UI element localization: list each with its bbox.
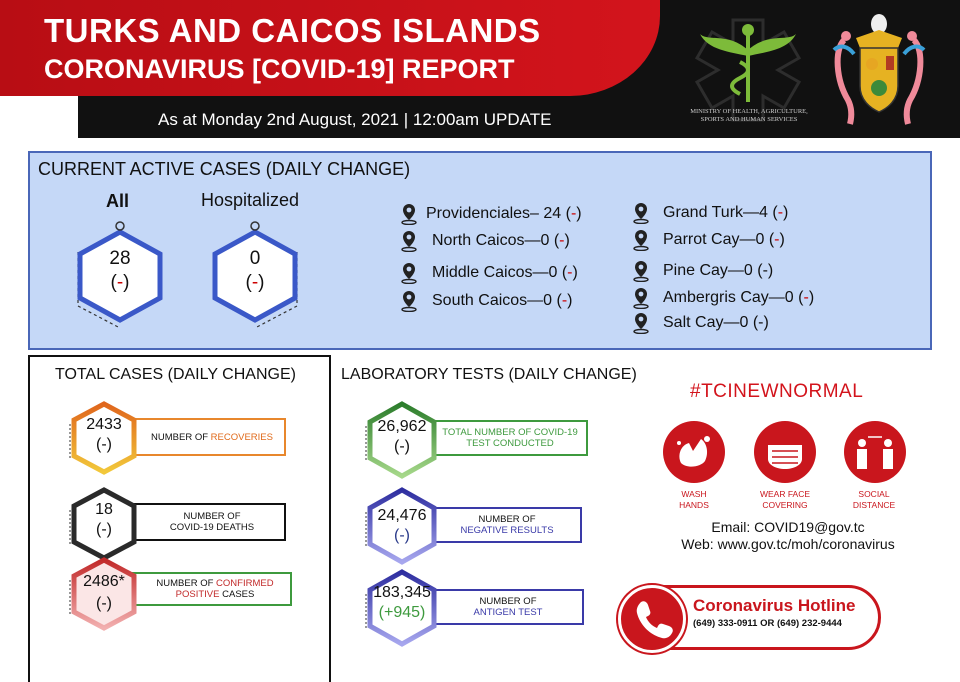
- all-cases-change: (-): [110, 272, 130, 293]
- location-middle-caicos: Middle Caicos—0 ( - ): [400, 262, 578, 284]
- face-mask-label: WEAR FACE COVERING: [759, 489, 811, 510]
- location-ambergris-cay: Ambergris Cay—0 ( - ): [632, 287, 814, 309]
- location-pine-cay: Pine Cay—0 ( - ): [632, 260, 773, 282]
- location-north-caicos: North Caicos—0 ( - ): [400, 230, 570, 252]
- map-pin-icon: [400, 290, 418, 312]
- antigen-tests-value: 183,345: [373, 584, 431, 601]
- map-pin-icon: [632, 312, 650, 334]
- deaths-change: (-): [96, 521, 112, 538]
- map-pin-icon: [632, 202, 650, 224]
- all-cases-value: 28: [109, 248, 131, 269]
- confirmed-value: 2486*: [83, 573, 125, 590]
- wash-hands-icon: [663, 421, 725, 483]
- total-tests-change: (-): [394, 438, 410, 455]
- location-grand-turk: Grand Turk—4 ( - ): [632, 202, 788, 224]
- face-mask-icon: [754, 421, 816, 483]
- map-pin-icon: [632, 287, 650, 309]
- page-title: TURKS AND CAICOS ISLANDS: [44, 12, 541, 49]
- active-cases-title: CURRENT ACTIVE CASES (DAILY CHANGE): [38, 159, 411, 179]
- map-pin-icon: [400, 203, 418, 225]
- negative-tests-tag: NUMBER OF NEGATIVE RESULTS: [416, 507, 582, 543]
- hospitalized-label: Hospitalized: [201, 190, 300, 210]
- location-providenciales: Providenciales– 24 ( - ): [400, 203, 582, 225]
- total-tests-tag: TOTAL NUMBER OF COVID-19 TEST CONDUCTED: [416, 420, 588, 456]
- location-salt-cay: Salt Cay—0 ( - ): [632, 312, 769, 334]
- antigen-tests-change: (+945): [378, 604, 426, 621]
- location-parrot-cay: Parrot Cay—0 ( - ): [632, 229, 785, 251]
- hotline-title: Coronavirus Hotline: [693, 596, 856, 615]
- contact-web[interactable]: Web: www.gov.tc/moh/coronavirus: [681, 536, 895, 552]
- confirmed-change: (-): [96, 595, 112, 612]
- total-cases-title: TOTAL CASES (DAILY CHANGE): [55, 366, 296, 383]
- social-distance-label: SOCIAL DISTANCE: [852, 489, 896, 510]
- new-normal-hashtag: #TCINEWNORMAL: [690, 381, 864, 402]
- contact-email: Email: COVID19@gov.tc: [711, 519, 865, 535]
- wash-hands-label: WASH HANDS: [679, 489, 709, 510]
- lab-tests-title: LABORATORY TESTS (DAILY CHANGE): [341, 366, 637, 383]
- location-south-caicos: South Caicos—0 ( - ): [400, 290, 573, 312]
- deaths-tag: NUMBER OF COVID-19 DEATHS: [118, 503, 286, 541]
- page-subtitle: CORONAVIRUS [COVID-19] REPORT: [44, 54, 515, 84]
- coat-of-arms-emblem: [826, 10, 932, 128]
- deaths-value: 18: [95, 501, 113, 518]
- map-pin-icon: [632, 260, 650, 282]
- map-pin-icon: [632, 229, 650, 251]
- hospitalized-value: 0: [249, 248, 261, 269]
- ministry-name: MINISTRY OF HEALTH, AGRICULTURE, SPORTS AND HUMAN SERVICES: [690, 108, 808, 123]
- map-pin-icon: [400, 262, 418, 284]
- recoveries-change: (-): [96, 436, 112, 453]
- recoveries-value: 2433: [86, 416, 122, 433]
- negative-tests-value: 24,476: [377, 507, 427, 524]
- phone-icon: [618, 585, 686, 653]
- hospitalized-change: (-): [245, 272, 265, 293]
- confirmed-tag: NUMBER OF CONFIRMED POSITIVE CASES: [118, 572, 292, 606]
- report-date: As at Monday 2nd August, 2021 | 12:00am UPDATE: [158, 110, 552, 129]
- hotline-numbers[interactable]: (649) 333-0911 OR (649) 232-9444: [693, 618, 842, 629]
- all-label: All: [106, 191, 130, 211]
- map-pin-icon: [400, 230, 418, 252]
- recoveries-tag: NUMBER OF RECOVERIES: [118, 418, 286, 456]
- antigen-tests-tag: NUMBER OF ANTIGEN TEST: [416, 589, 584, 625]
- total-tests-value: 26,962: [377, 418, 427, 435]
- negative-tests-change: (-): [394, 527, 410, 544]
- social-distance-icon: [844, 421, 906, 483]
